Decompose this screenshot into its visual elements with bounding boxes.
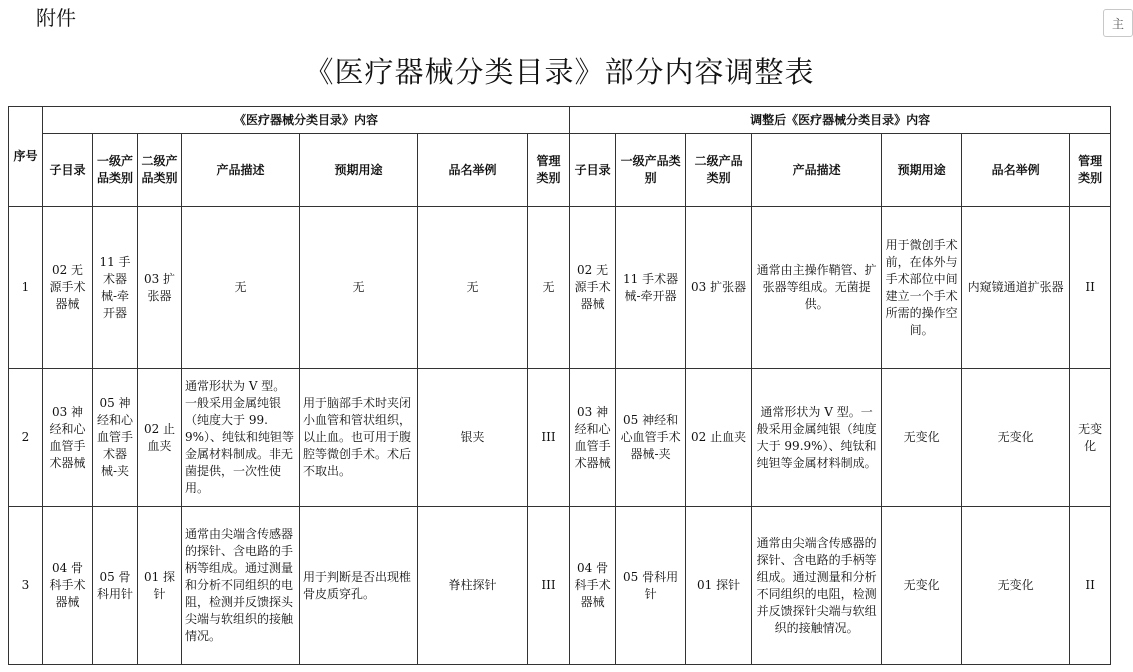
header-seq: 序号 (9, 107, 43, 207)
table-cell: 02 无源手术器械 (570, 207, 616, 369)
col-intended-use: 预期用途 (300, 134, 418, 207)
table-cell: III (528, 507, 570, 665)
col-level1: 一级产品类别 (93, 134, 138, 207)
document-title: 《医疗器械分类目录》部分内容调整表 (304, 55, 815, 89)
table-cell: 无变化 (962, 507, 1070, 665)
table-cell: 11 手术器械-牵开器 (616, 207, 686, 369)
table-cell: 通常由主操作鞘管、扩张器等组成。无菌提供。 (752, 207, 882, 369)
cell-seq: 3 (9, 507, 43, 665)
table-cell: II (1070, 207, 1111, 369)
table-cell: 05 骨科用针 (93, 507, 138, 665)
cell-seq: 2 (9, 369, 43, 507)
table-cell: III (528, 369, 570, 507)
col-adj-description: 产品描述 (752, 134, 882, 207)
table-row (9, 369, 1111, 507)
col-adj-examples: 品名举例 (962, 134, 1070, 207)
table-cell: 通常由尖端含传感器的探针、含电路的手柄等组成。通过测量和分析不同组织的电阻，检测并反馈探头尖端与软组织的接触情况。 (182, 507, 300, 665)
table-cell: 03 扩张器 (138, 207, 182, 369)
table-cell: 04 骨科手术器械 (43, 507, 93, 665)
table-cell: 02 止血夹 (138, 369, 182, 507)
table-cell: 无 (300, 207, 418, 369)
table-cell: 用于判断是否出现椎骨皮质穿孔。 (300, 507, 418, 665)
table-cell: 02 无源手术器械 (43, 207, 93, 369)
table-cell: 03 扩张器 (686, 207, 752, 369)
table-cell: 01 探针 (686, 507, 752, 665)
table-row (9, 507, 1111, 665)
col-adj-level1: 一级产品类别 (616, 134, 686, 207)
table-cell: 02 止血夹 (686, 369, 752, 507)
col-class: 管理类别 (528, 134, 570, 207)
header-original-group: 《医疗器械分类目录》内容 (43, 107, 570, 134)
cell-seq: 1 (9, 207, 43, 369)
table-cell: 无 (182, 207, 300, 369)
table-cell: 通常形状为 V 型。一般采用金属纯银（纯度大于 99.9%）、纯钛和纯钽等金属材料制成。 (752, 369, 882, 507)
col-adj-level2: 二级产品类别 (686, 134, 752, 207)
col-adj-intended-use: 预期用途 (882, 134, 962, 207)
table-cell: 无 (528, 207, 570, 369)
table-cell: 脊柱探针 (418, 507, 528, 665)
table-cell: 05 神经和心血管手术器械-夹 (93, 369, 138, 507)
table-cell: II (1070, 507, 1111, 665)
table-cell: 银夹 (418, 369, 528, 507)
table-cell: 05 神经和心血管手术器械-夹 (616, 369, 686, 507)
group-header-row (9, 107, 1111, 134)
col-subcatalog: 子目录 (43, 134, 93, 207)
attachment-label: 附件 (36, 6, 76, 30)
table-cell: 03 神经和心血管手术器械 (43, 369, 93, 507)
table-cell: 用于微创手术前，在体外与手术部位中间建立一个手术所需的操作空间。 (882, 207, 962, 369)
adjustment-table (8, 106, 1111, 665)
col-examples: 品名举例 (418, 134, 528, 207)
table-row (9, 207, 1111, 369)
table-cell: 无变化 (962, 369, 1070, 507)
table-cell: 03 神经和心血管手术器械 (570, 369, 616, 507)
col-level2: 二级产品类别 (138, 134, 182, 207)
col-adj-subcatalog: 子目录 (570, 134, 616, 207)
header-adjusted-group: 调整后《医疗器械分类目录》内容 (570, 107, 1111, 134)
col-description: 产品描述 (182, 134, 300, 207)
table-cell: 无 (418, 207, 528, 369)
table-cell: 04 骨科手术器械 (570, 507, 616, 665)
table-cell: 用于脑部手术时夹闭小血管和管状组织，以止血。也可用于腹腔等微创手术。术后不取出。 (300, 369, 418, 507)
table-cell: 无变化 (1070, 369, 1111, 507)
table-cell: 通常形状为 V 型。一般采用金属纯银（纯度大于 99.9%）、纯钛和纯钽等金属材料制成。非无菌提供，一次性使用。 (182, 369, 300, 507)
col-adj-class: 管理类别 (1070, 134, 1111, 207)
column-header-row (9, 134, 1111, 207)
table-cell: 11 手术器械-牵开器 (93, 207, 138, 369)
table-cell: 无变化 (882, 369, 962, 507)
table-cell: 内窥镜通道扩张器 (962, 207, 1070, 369)
table-cell: 通常由尖端含传感器的探针、含电路的手柄等组成。通过测量和分析不同组织的电阻，检测并反馈探针尖端与软组织的接触情况。 (752, 507, 882, 665)
table-cell: 05 骨科用针 (616, 507, 686, 665)
table-cell: 无变化 (882, 507, 962, 665)
corner-button[interactable]: 主 (1103, 9, 1133, 37)
table-cell: 01 探针 (138, 507, 182, 665)
